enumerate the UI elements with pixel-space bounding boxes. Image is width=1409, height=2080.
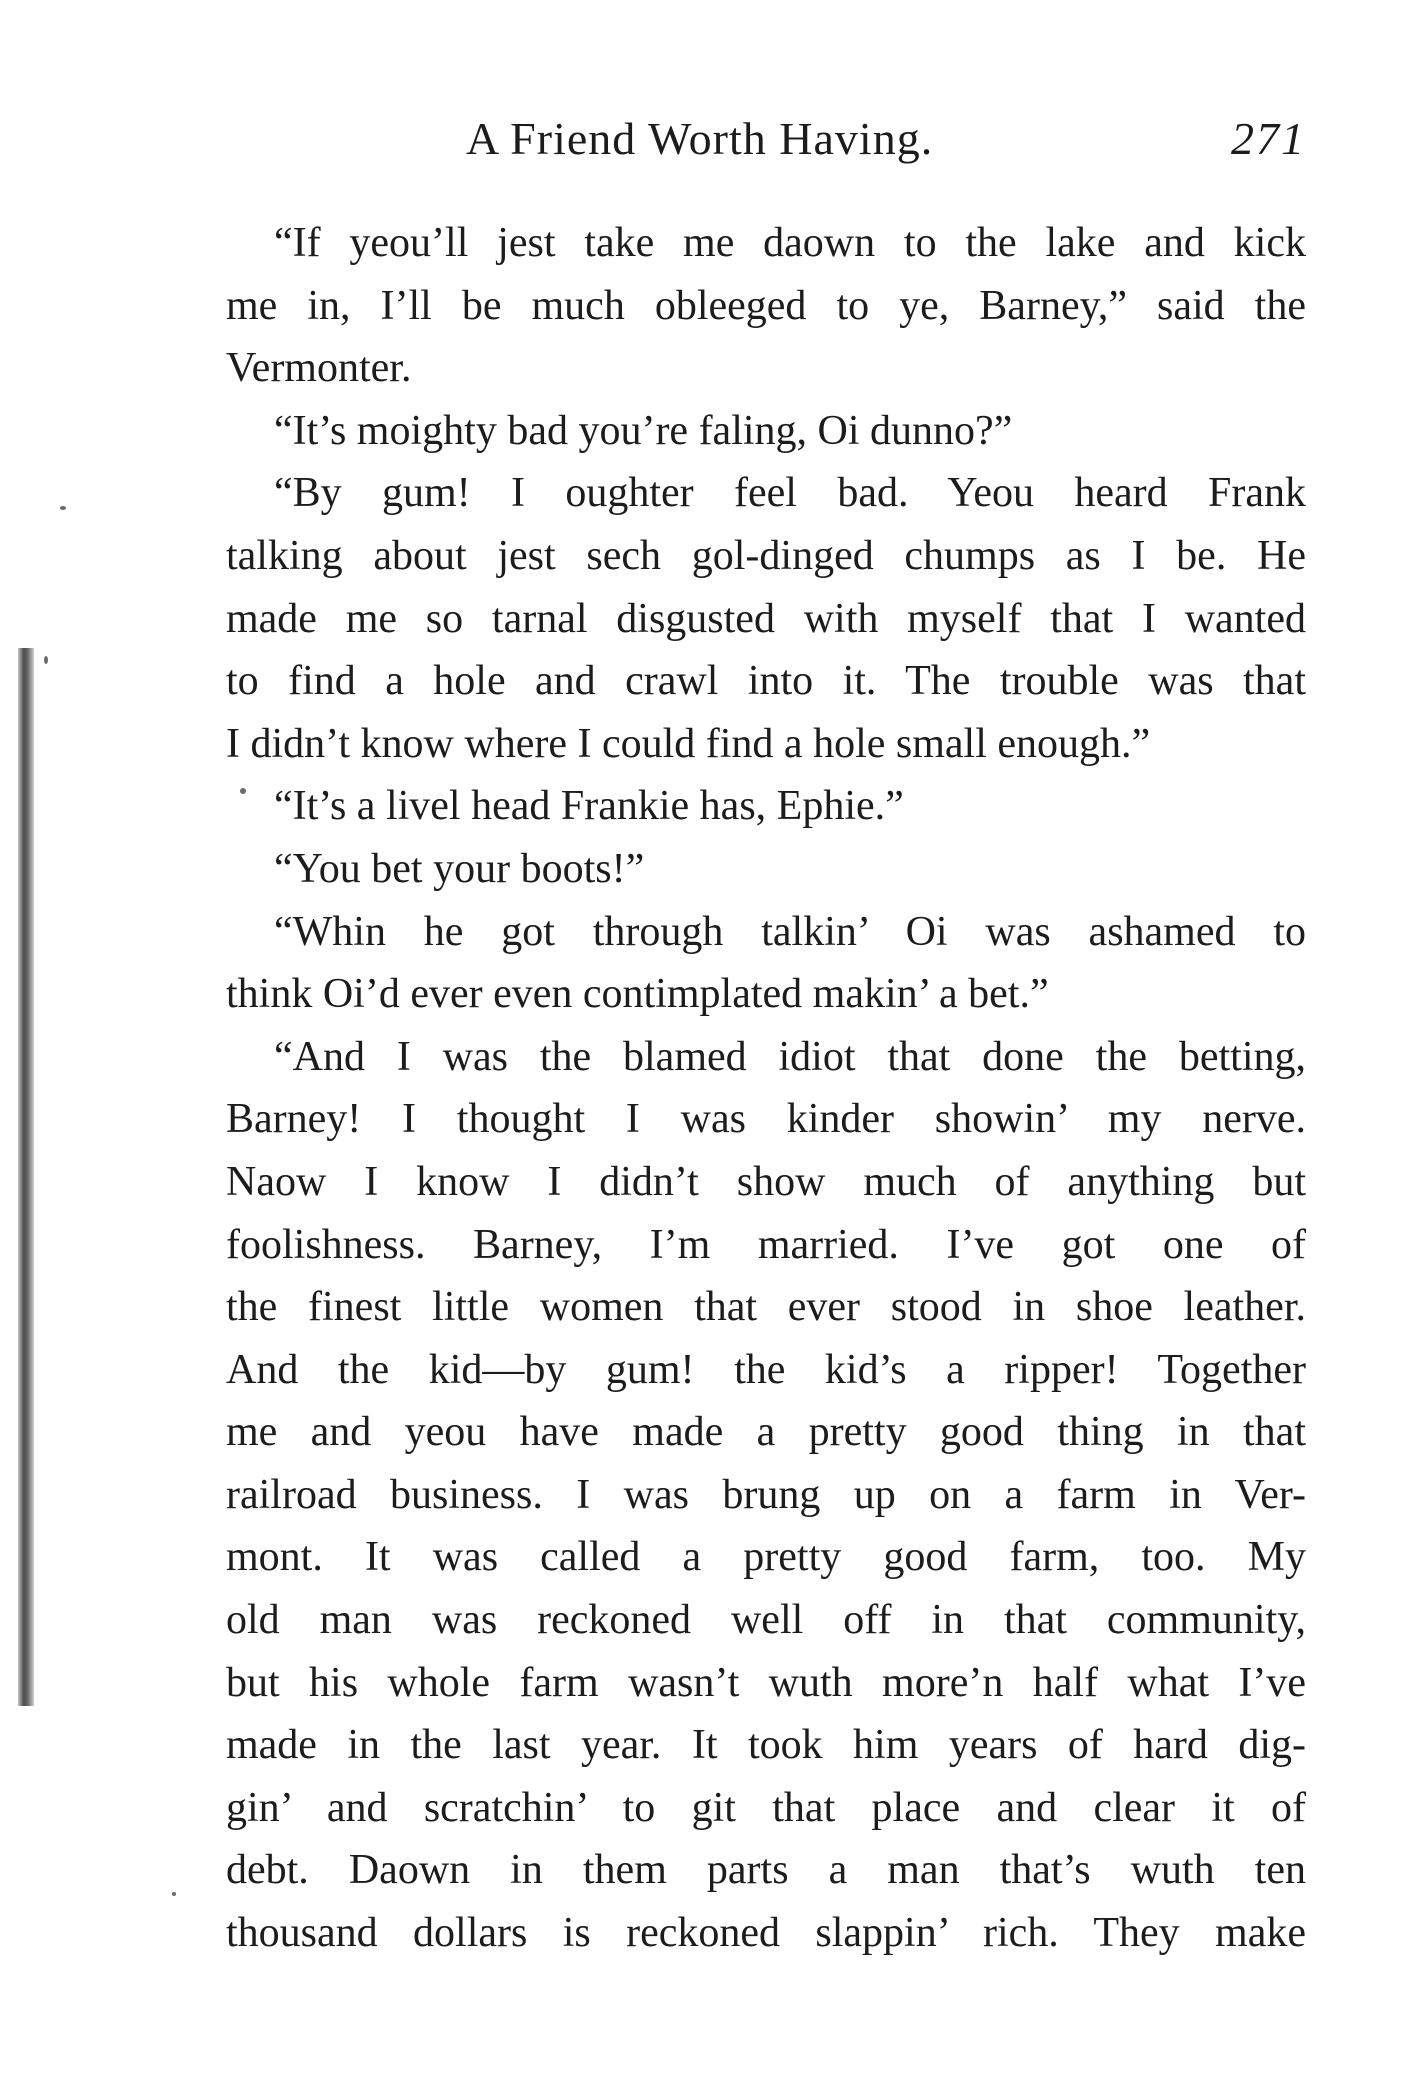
text-line: me in, I’ll be much obleeged to ye, Barney,” said the xyxy=(226,282,1306,329)
page-number: 271 xyxy=(1231,113,1306,164)
text-line: And the kid—by gum! the kid’s a ripper! Together xyxy=(226,1346,1306,1393)
text-line: to find a hole and crawl into it. The trouble was that xyxy=(226,658,1306,705)
text-line: me and yeou have made a pretty good thing in that xyxy=(226,1409,1306,1456)
running-head xyxy=(226,112,1306,176)
text-line: foolishness. Barney, I’m married. I’ve got one of xyxy=(226,1221,1306,1268)
text-line: “And I was the blamed idiot that done the betting, xyxy=(274,1033,1306,1080)
text-line: talking about jest sech gol-dinged chumps as I be. He xyxy=(226,532,1306,579)
text-line: the finest little women that ever stood in shoe leather. xyxy=(226,1284,1306,1331)
text-line: gin’ and scratchin’ to git that place and clear it of xyxy=(226,1784,1306,1831)
scan-speck xyxy=(60,506,66,510)
text-line: made me so tarnal disgusted with myself that I wanted xyxy=(226,595,1306,642)
body-text xyxy=(226,212,1306,1965)
text-line: “It’s a livel head Frankie has, Ephie.” xyxy=(274,783,904,830)
scan-speck xyxy=(44,656,48,664)
binding-gutter-shadow xyxy=(18,648,34,1706)
text-line: “By gum! I oughter feel bad. Yeou heard Frank xyxy=(274,470,1306,517)
text-line: “It’s moighty bad you’re faling, Oi dunno?” xyxy=(274,407,1013,454)
text-line: think Oi’d ever even contimplated makin’ a bet.” xyxy=(226,971,1049,1018)
text-line: I didn’t know where I could find a hole small enough.” xyxy=(226,720,1151,767)
text-line: Barney! I thought I was kinder showin’ my nerve. xyxy=(226,1096,1306,1143)
text-line: thousand dollars is reckoned slappin’ rich. They make xyxy=(226,1910,1306,1957)
text-line: made in the last year. It took him years of hard dig- xyxy=(226,1722,1306,1769)
running-title: A Friend Worth Having. xyxy=(466,113,934,164)
text-line: debt. Daown in them parts a man that’s wuth ten xyxy=(226,1847,1306,1894)
text-line: “Whin he got through talkin’ Oi was ashamed to xyxy=(274,908,1306,955)
text-line: but his whole farm wasn’t wuth more’n half what I’ve xyxy=(226,1659,1306,1706)
text-line: mont. It was called a pretty good farm, too. My xyxy=(226,1534,1306,1581)
text-line: railroad business. I was brung up on a farm in Ver- xyxy=(226,1471,1306,1518)
text-line: old man was reckoned well off in that community, xyxy=(226,1597,1306,1644)
text-line: Vermonter. xyxy=(226,345,412,392)
scan-speck xyxy=(172,1892,176,1896)
text-line: Naow I know I didn’t show much of anything but xyxy=(226,1158,1306,1205)
text-line: “If yeou’ll jest take me daown to the lake and kick xyxy=(274,220,1306,266)
text-line: “You bet your boots!” xyxy=(274,845,645,892)
